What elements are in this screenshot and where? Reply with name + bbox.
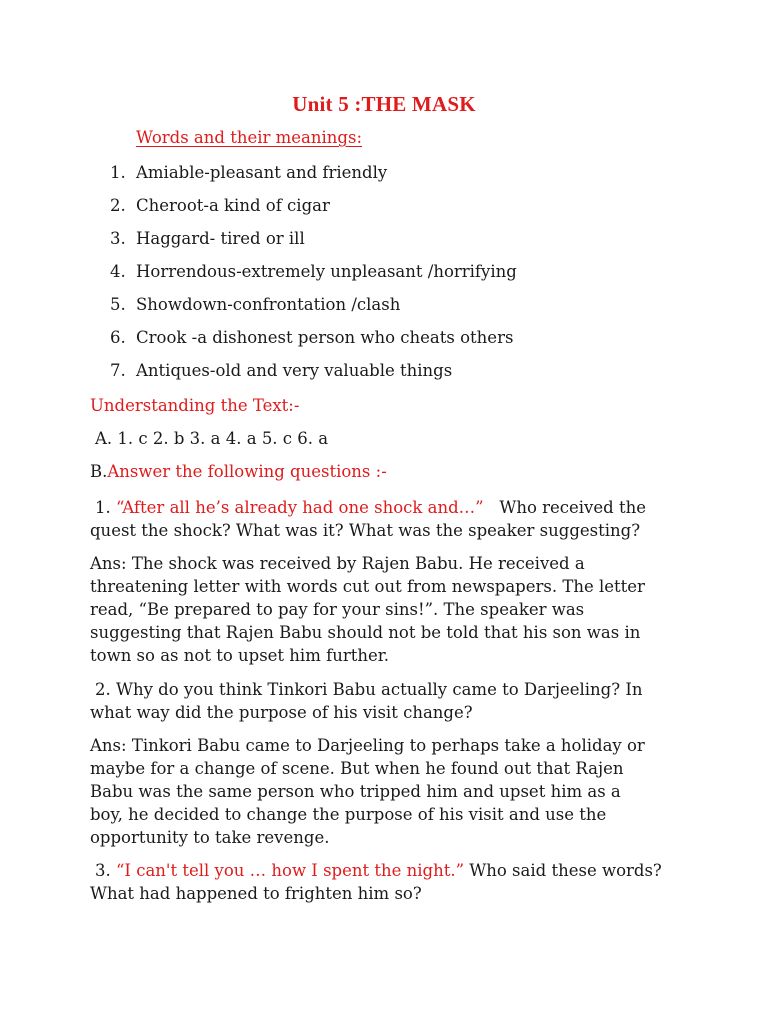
question-1 [90, 496, 690, 542]
understanding-heading: Understanding the Text:- [90, 396, 300, 415]
question-text: Who said these words? [469, 861, 662, 880]
part-a-answers: A. 1. c 2. b 3. a 4. a 5. c 6. a [95, 429, 329, 448]
question-3 [90, 859, 690, 905]
question-text: What had happened to frighten him so? [90, 884, 422, 903]
answer-1: Ans: The shock was received by Rajen Babu. He received a threatening letter with words cut out from newspapers. The letter read, “Be prepared to pay for your sins!”. The speaker was suggesting that Rajen Babu should not be told that his son was in town so as not to upset him further. [90, 554, 645, 665]
question-text: quest the shock? What was it? What was the speaker suggesting? [90, 521, 641, 540]
question-number: 3. [95, 861, 111, 880]
part-b-prefix: B. [90, 462, 108, 481]
vocab-list [110, 163, 517, 394]
list-item: 5. Showdown-confrontation /clash [110, 295, 401, 314]
page-title: Unit 5 :THE MASK [292, 92, 476, 116]
list-item: 7. Antiques-old and very valuable things [110, 361, 453, 380]
question-quote: “I can't tell you … how I spent the night.” [116, 861, 465, 880]
list-item: 2. Cheroot-a kind of cigar [110, 196, 330, 215]
question-quote: “After all he’s already had one shock and…” [116, 498, 484, 517]
list-item: 3. Haggard- tired or ill [110, 229, 305, 248]
vocab-heading: Words and their meanings: [136, 128, 363, 147]
list-item: 6. Crook -a dishonest person who cheats others [110, 328, 514, 347]
list-item: 1. Amiable-pleasant and friendly [110, 163, 388, 182]
list-item: 4. Horrendous-extremely unpleasant /horrifying [110, 262, 517, 281]
part-b-heading [90, 462, 387, 481]
part-b-title: Answer the following questions :- [107, 462, 387, 481]
question-2: 2. Why do you think Tinkori Babu actually came to Darjeeling? In what way did the purpose of his visit change? [90, 680, 643, 722]
question-text: Who received the [499, 498, 646, 517]
question-number: 1. [95, 498, 111, 517]
answer-2: Ans: Tinkori Babu came to Darjeeling to perhaps take a holiday or maybe for a change of scene. But when he found out that Rajen Babu was the same person who tripped him and upset him as a boy, he decided to change the purpose of his visit and use the opportunity to take revenge. [90, 736, 645, 847]
